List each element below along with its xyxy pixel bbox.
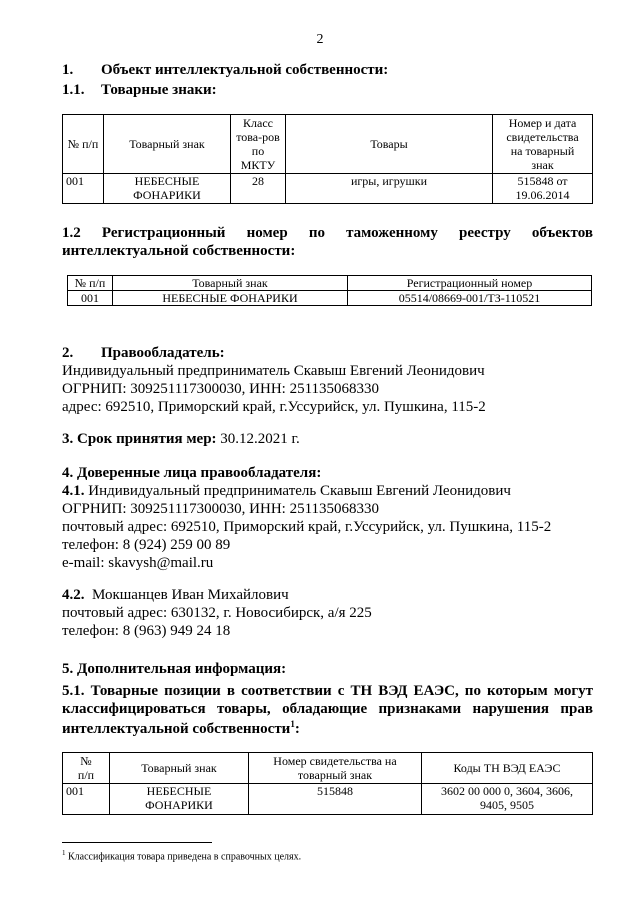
section-5-1-line1: 5.1. Товарные позиции в соответствии с ТН ВЭД ЕАЭС, по которым могут bbox=[62, 683, 593, 699]
trustee-2-name: 4.2. Мокшанцев Иван Михайлович bbox=[62, 587, 289, 603]
section-1-2-title-line2: интеллектуальной собственности: bbox=[62, 243, 296, 259]
table-header-cell: Класс това-ров по МКТУ bbox=[231, 115, 286, 174]
trustee-1-phone: телефон: 8 (924) 259 00 89 bbox=[62, 537, 231, 553]
section-3: 3. Срок принятия мер: 30.12.2021 г. bbox=[62, 431, 300, 447]
table-header-cell: Товарный знак bbox=[110, 753, 249, 784]
rightholder-name: Индивидуальный предприниматель Скавыш Евгений Леонидович bbox=[62, 363, 485, 379]
section-1-title: Объект интеллектуальной собственности: bbox=[101, 62, 389, 78]
table-header-cell: Коды ТН ВЭД ЕАЭС bbox=[422, 753, 593, 784]
customs-codes-table bbox=[62, 752, 593, 815]
trustee-1-name: 4.1. Индивидуальный предприниматель Скавыш Евгений Леонидович bbox=[62, 483, 511, 499]
table-cell: 515848 от 19.06.2014 bbox=[493, 174, 593, 204]
table-header-cell: № п/п bbox=[63, 115, 104, 174]
table-cell: НЕБЕСНЫЕ ФОНАРИКИ bbox=[104, 174, 231, 204]
table-header-row bbox=[63, 115, 593, 174]
customs-registry-table bbox=[67, 275, 592, 306]
footnote-ref: 1 bbox=[290, 719, 295, 729]
table-row bbox=[68, 291, 592, 306]
table-header-cell: Номер и дата свидетельства на товарный знак bbox=[493, 115, 593, 174]
table-header-cell: № п/п bbox=[68, 276, 113, 291]
trustee-2-phone: телефон: 8 (963) 949 24 18 bbox=[62, 623, 231, 639]
trustee-2-address: почтовый адрес: 630132, г. Новосибирск, а/я 225 bbox=[62, 605, 372, 621]
section-1-2-title-line1: 1.2 Регистрационный номер по таможенному реестру объектов bbox=[62, 225, 593, 241]
table-header-cell: Товары bbox=[286, 115, 493, 174]
section-5-1-line3: интеллектуальной собственности$^1$: bbox=[62, 719, 300, 737]
table-cell: 05514/08669-001/ТЗ-110521 bbox=[348, 291, 592, 306]
table-row bbox=[63, 174, 593, 204]
section-2-title: Правообладатель: bbox=[101, 345, 225, 361]
trustee-1-email[interactable]: e-mail: skavysh@mail.ru bbox=[62, 555, 214, 571]
trademark-table bbox=[62, 114, 593, 204]
rightholder-address: адрес: 692510, Приморский край, г.Уссурийск, ул. Пушкина, 115-2 bbox=[62, 399, 486, 415]
table-header-row bbox=[63, 753, 593, 784]
table-cell: 28 bbox=[231, 174, 286, 204]
table-header-cell: Товарный знак bbox=[113, 276, 348, 291]
table-header-cell: Регистрационный номер bbox=[348, 276, 592, 291]
table-header-cell: Товарный знак bbox=[104, 115, 231, 174]
table-header-cell: Номер свидетельства на товарный знак bbox=[249, 753, 422, 784]
section-5-1-line2: классифицироваться товары, обладающие признаками нарушения прав bbox=[62, 701, 593, 717]
table-header-cell: № п/п bbox=[63, 753, 110, 784]
footnote: $^1$ Классификация товара приведена в справочных целях. bbox=[62, 849, 302, 863]
table-cell: НЕБЕСНЫЕ ФОНАРИКИ bbox=[110, 784, 249, 815]
section-1-1-number: 1.1. bbox=[62, 82, 85, 98]
page-number: 2 bbox=[316, 32, 324, 47]
rightholder-ids: ОГРНИП: 309251117300030, ИНН: 251135068330 bbox=[62, 381, 380, 397]
section-2-number: 2. bbox=[62, 345, 74, 361]
table-cell: 001 bbox=[63, 174, 104, 204]
trustee-1-address: почтовый адрес: 692510, Приморский край, г.Уссурийск, ул. Пушкина, 115-2 bbox=[62, 519, 552, 535]
section-1-number: 1. bbox=[62, 62, 74, 78]
table-cell: 001 bbox=[68, 291, 113, 306]
table-cell: 3602 00 000 0, 3604, 3606, 9405, 9505 bbox=[422, 784, 593, 815]
section-1-1-title: Товарные знаки: bbox=[101, 82, 217, 98]
table-header-row bbox=[68, 276, 592, 291]
footnote-divider bbox=[62, 842, 212, 843]
table-cell: 515848 bbox=[249, 784, 422, 815]
table-cell: 001 bbox=[63, 784, 110, 815]
section-4-title: 4. Доверенные лица правообладателя: bbox=[62, 465, 322, 481]
table-cell: НЕБЕСНЫЕ ФОНАРИКИ bbox=[113, 291, 348, 306]
trustee-1-ids: ОГРНИП: 309251117300030, ИНН: 251135068330 bbox=[62, 501, 380, 517]
table-cell: игры, игрушки bbox=[286, 174, 493, 204]
table-row bbox=[63, 784, 593, 815]
section-5-title: 5. Дополнительная информация: bbox=[62, 661, 287, 677]
